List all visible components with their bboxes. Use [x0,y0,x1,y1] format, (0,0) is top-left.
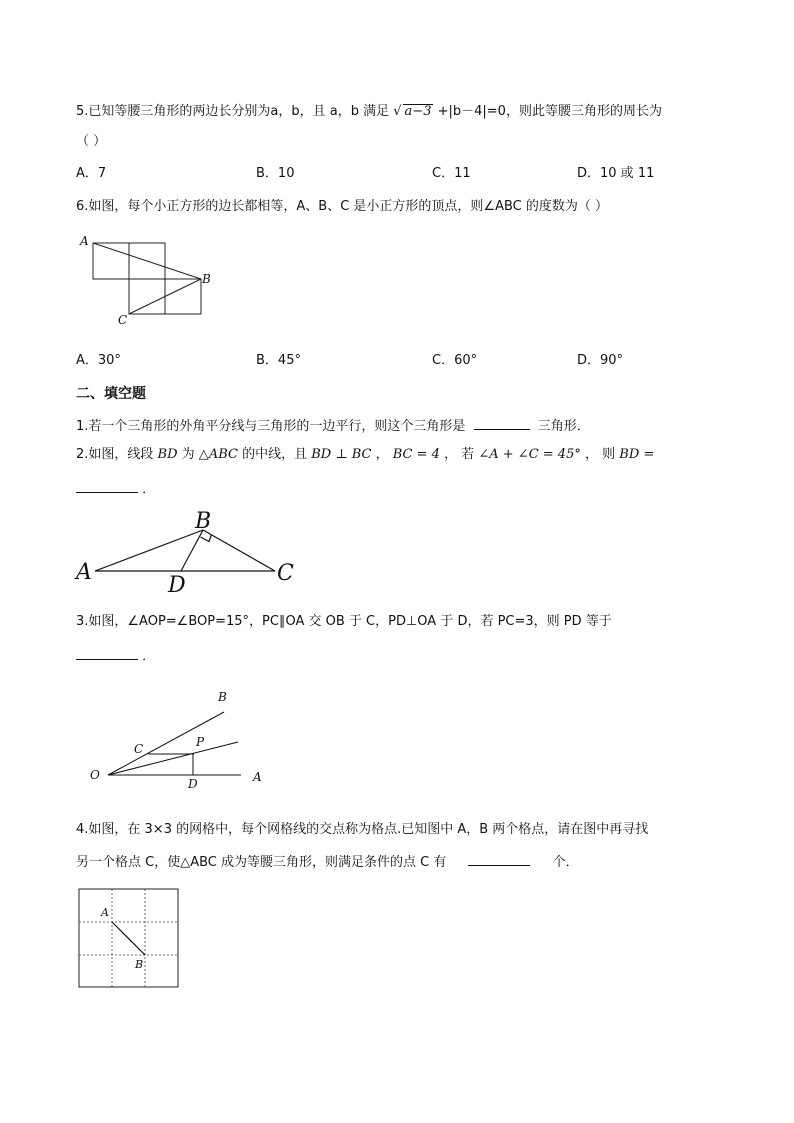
q6-label-c: C [118,313,128,327]
f4-line1: 4.如图，在 3×3 的网格中，每个网格线的交点称为格点.已知图中 A，B 两个格点，请在图中再寻找 [76,822,649,837]
q5-line2: （ ） [76,134,107,149]
q6-label-a: A [80,234,89,248]
f4-label-a: A [101,906,109,919]
f1-after: 三角形． [537,419,590,434]
q5-prefix: 5.已知等腰三角形的两边长分别为a，b，且 a，b 满足 [76,104,390,119]
f2-text-6: ， 则 [584,447,616,462]
q6-option-a: A．30° [76,353,121,368]
f3-label-b: B [218,690,227,704]
f3-label-c: C [134,742,144,756]
f4-line2-before: 另一个格点 C，使△ABC 成为等腰三角形，则满足条件的点 C 有 [76,855,447,870]
q6-option-c: C．60° [432,353,478,368]
q5-option-a: A．7 [76,166,107,181]
f3-label-a: A [253,770,262,784]
f2-label-b: B [195,509,212,534]
f1-before: 1.若一个三角形的外角平分线与三角形的一边平行，则这个三角形是 [76,419,466,434]
q5-option-d: D．10 或 11 [577,166,655,181]
f4-label-b: B [135,958,144,971]
f2-math-angles: ∠A + ∠C = 45° [478,447,581,462]
q6-option-d: D．90° [577,353,624,368]
f2-text-2: 为 △ [181,447,209,462]
f3-end: ． [142,649,156,664]
f2-text-4: ， [375,447,389,462]
f2-label-d: D [168,573,186,598]
f3-label-d: D [188,777,198,791]
q5-option-b: B．10 [256,166,295,181]
q5-option-c: C．11 [432,166,471,181]
f2-math-abc: ABC [208,447,238,462]
sqrt-icon: √ [393,104,402,119]
f2-math-perp: BD ⊥ BC [311,447,372,462]
f2-text-5: ， 若 [444,447,475,462]
f2-text-1: 2.如图，线段 [76,447,154,462]
q5-suffix: +|b－4|=0，则此等腰三角形的周长为 [437,104,662,119]
q6-option-b: B．45° [256,353,301,368]
f2-math-bd: BD [157,447,178,462]
f3-question: 3.如图，∠AOP=∠BOP=15°，PC∥OA 交 OB 于 C，PD⊥OA 于 D，若 PC=3，则 PD 等于 [76,614,612,629]
f2-label-a: A [76,560,92,585]
f4-segment-ab [112,922,145,955]
f2-label-c: C [277,561,294,586]
q5-sqrt-content: a−3 [404,104,432,119]
f3-label-p: P [196,735,205,749]
f2-text-3: 的中线，且 [242,447,308,462]
f3-label-o: O [90,768,100,782]
q6-label-b: B [202,272,211,286]
section-title: 二、填空题 [76,386,146,402]
f2-end: ． [142,482,156,497]
f2-math-bc: BC = 4 [392,447,440,462]
f4-line2-after: 个． [552,855,579,870]
q6-question: 6.如图，每个小正方形的边长都相等，A、B、C 是小正方形的顶点，则∠ABC 的度数为（ ） [76,199,609,214]
f2-math-bd-eq: BD = [619,447,655,462]
